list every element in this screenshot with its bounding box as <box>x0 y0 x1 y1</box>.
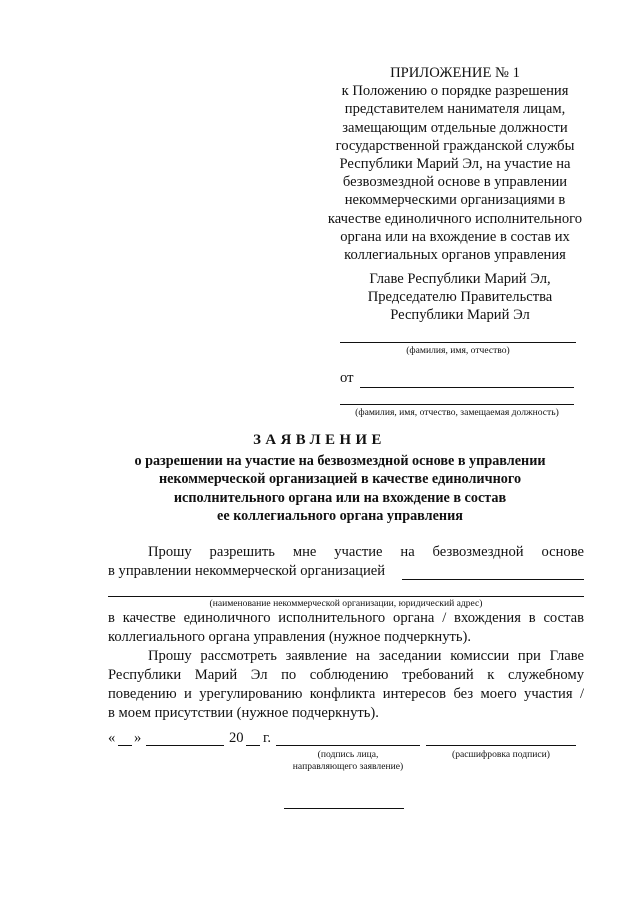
subtitle-line: исполнительного органа или на вхождение в состав <box>173 489 507 506</box>
addressee-name-field[interactable] <box>340 342 576 343</box>
signature-decode-field[interactable] <box>426 745 576 746</box>
date-open-quote: « <box>108 730 116 746</box>
from-name-field[interactable] <box>360 387 574 388</box>
paragraph-2-line-4: в моем присутствии (нужное подчеркнуть). <box>108 705 379 721</box>
appendix-line: органа или на вхождение в состав их <box>340 228 570 245</box>
addressee-line: Республики Марий Эл <box>390 307 530 324</box>
paragraph-1-line-1: Прошу разрешить мне участие на безвозмездной основе <box>148 544 584 560</box>
addressee-block <box>340 270 580 325</box>
appendix-line: качестве единоличного исполнительного <box>327 210 583 227</box>
subtitle-line: о разрешении на участие на безвозмездной основе в управлении <box>134 453 546 469</box>
appendix-line: безвозмездной основе в управлении <box>342 174 568 191</box>
paragraph-1-line-2: в управлении некоммерческой организацией <box>108 563 386 579</box>
paragraph-1-line-4: коллегиального органа управления (нужное подчеркнуть). <box>108 629 472 645</box>
signature-caption-line-2: направляющего заявление) <box>292 761 404 772</box>
document-title: ЗАЯВЛЕНИЕ <box>253 432 386 448</box>
document-subtitle <box>100 452 580 526</box>
year-suffix: г. <box>263 730 271 746</box>
date-month-field[interactable] <box>146 745 224 746</box>
appendix-line: к Положению о порядке разрешения <box>341 83 569 100</box>
addressee-line: Главе Республики Марий Эл, <box>369 271 551 287</box>
organization-address-field[interactable] <box>108 596 584 597</box>
paragraph-2-line-3: поведению и урегулированию конфликта интересов без моего участия / <box>108 686 584 702</box>
appendix-line: Республики Марий Эл, на участие на <box>339 156 571 173</box>
appendix-header <box>300 64 610 264</box>
appendix-line: некоммерческими организациями в <box>344 192 566 209</box>
appendix-line: коллегиальных органов управления <box>344 247 566 264</box>
paragraph-2-line-2: Республики Марий Эл по соблюдению требований к служебному <box>108 667 584 683</box>
organization-name-field[interactable] <box>402 579 584 580</box>
appendix-line: государственной гражданской службы <box>335 137 575 154</box>
date-close-quote: » <box>134 730 142 746</box>
from-caption: (фамилия, имя, отчество, замещаемая должность) <box>355 407 559 418</box>
from-label: от <box>340 370 354 386</box>
organization-caption: (наименование некоммерческой организации, юридический адрес) <box>209 598 483 609</box>
appendix-line: замещающим отдельные должности <box>342 119 568 136</box>
decode-caption: (расшифровка подписи) <box>452 749 550 760</box>
addressee-name-caption: (фамилия, имя, отчество) <box>406 345 510 356</box>
date-day-field[interactable] <box>118 745 132 746</box>
paragraph-2-line-1: Прошу рассмотреть заявление на заседании комиссии при Главе <box>148 648 584 664</box>
subtitle-line: некоммерческой организацией в качестве единоличного <box>158 471 522 488</box>
appendix-line: представителем нанимателя лицам, <box>344 101 566 118</box>
addressee-line: Председателю Правительства <box>367 289 553 306</box>
from-position-field[interactable] <box>340 404 574 405</box>
year-prefix: 20 <box>229 730 244 746</box>
paragraph-1-line-3: в качестве единоличного исполнительного органа / вхождения в состав <box>108 610 584 626</box>
appendix-line: ПРИЛОЖЕНИЕ № 1 <box>390 65 520 81</box>
footer-divider <box>284 808 404 809</box>
signature-caption-line-1: (подпись лица, <box>317 749 379 760</box>
signature-field[interactable] <box>276 745 420 746</box>
date-year-field[interactable] <box>246 745 260 746</box>
subtitle-line: ее коллегиального органа управления <box>217 508 463 525</box>
